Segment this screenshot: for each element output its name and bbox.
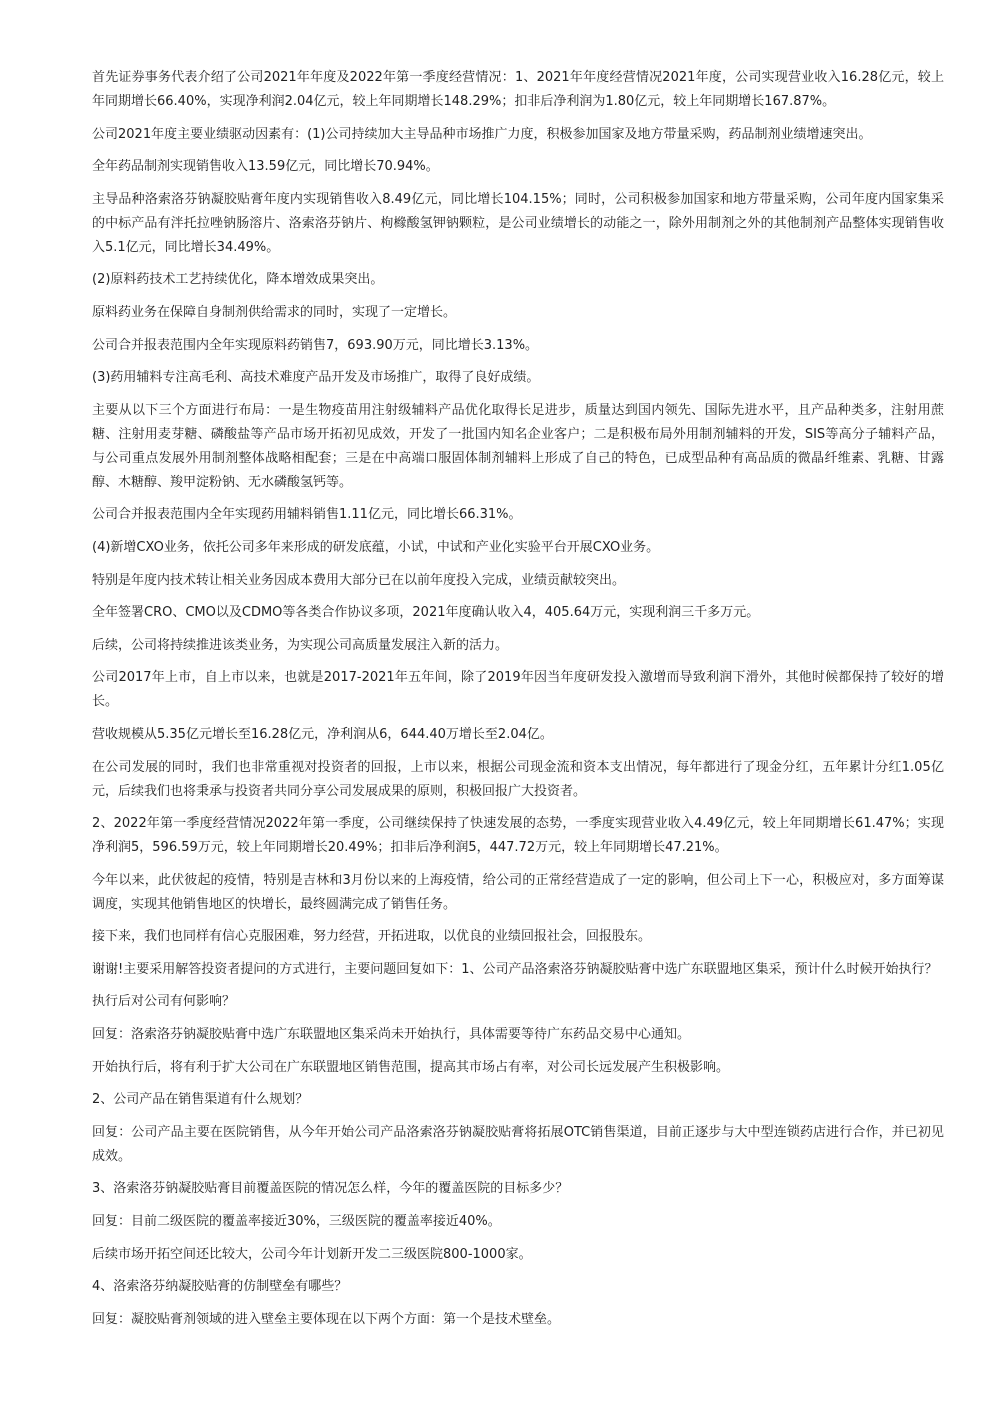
paragraph-2: 公司2021年度主要业绩驱动因素有：(1)公司持续加大主导品种市场推广力度，积极参加国家及地方带量采购，药品制剂业绩增速突出。 — [92, 126, 872, 142]
paragraph-29: 后续市场开拓空间还比较大，公司今年计划新开发二三级医院800-1000家。 — [92, 1246, 532, 1262]
paragraph-8: (3)药用辅料专注高毛利、高技术难度产品开发及市场推广，取得了良好成绩。 — [92, 370, 540, 386]
paragraph-16: 营收规模从5.35亿元增长至16.28亿元，净利润从6，644.40万增长至2.04亿。 — [92, 726, 553, 742]
paragraph-5: (2)原料药技术工艺持续优化，降本增效成果突出。 — [92, 272, 384, 288]
paragraph-1: 首先证券事务代表介绍了公司2021年年度及2022年第一季度经营情况：1、2021年年度经营情况2021年度，公司实现营业收入16.28亿元，较上年同期增长66.40%，实现净利润2.04亿元，较上年同期增长148.29%；扣非后净利润为1.80亿元，较上年同期增长167.87%。 — [92, 70, 944, 109]
paragraph-13: 全年签署CRO、CMO以及CDMO等各类合作协议多项，2021年度确认收入4，405.64万元，实现利润三千多万元。 — [92, 605, 760, 621]
paragraph-31: 回复：凝胶贴膏剂领域的进入壁垒主要体现在以下两个方面：第一个是技术壁垒。 — [92, 1311, 561, 1327]
paragraph-21: 谢谢!主要采用解答投资者提问的方式进行，主要问题回复如下：1、公司产品洛索洛芬钠凝胶贴膏中选广东联盟地区集采，预计什么时候开始执行？ — [92, 961, 938, 977]
paragraph-10: 公司合并报表范围内全年实现药用辅料销售1.11亿元，同比增长66.31%。 — [92, 507, 522, 523]
paragraph-9: 主要从以下三个方面进行布局：一是生物疫苗用注射级辅料产品优化取得长足进步，质量达到国内领先、国际先进水平，且产品种类多，注射用蔗糖、注射用麦芽糖、磷酸盐等产品市场开拓初见成效，开发了一批国内知名企业客户；二是积极布局外用制剂辅料的开发，SIS等高分子辅料产品，与公司重点发展外用制剂整体战略相配套；三是在中高端口服固体制剂辅料上形成了自己的特色，已成型品种有高品质的微晶纤维素、乳糖、甘露醇、木糖醇、羧甲淀粉钠、无水磷酸氢钙等。 — [92, 402, 944, 490]
paragraph-4: 主导品种洛索洛芬钠凝胶贴膏年度内实现销售收入8.49亿元，同比增长104.15%；同时，公司积极参加国家和地方带量采购，公司年度内国家集采的中标产品有泮托拉唑钠肠溶片、洛索洛芬钠片、枸橼酸氢钾钠颗粒，是公司业绩增长的动能之一，除外用制剂之外的其他制剂产品整体实现销售收入5.1亿元，同比增长34.49%。 — [92, 191, 944, 255]
paragraph-24: 开始执行后，将有利于扩大公司在广东联盟地区销售范围，提高其市场占有率，对公司长远发展产生积极影响。 — [92, 1059, 730, 1075]
paragraph-12: 特别是年度内技术转让相关业务因成本费用大部分已在以前年度投入完成，业绩贡献较突出。 — [92, 572, 626, 588]
paragraph-15: 公司2017年上市，自上市以来，也就是2017-2021年五年间，除了2019年因当年度研发投入激增而导致利润下滑外，其他时候都保持了较好的增长。 — [92, 670, 944, 710]
paragraph-14: 后续，公司将持续推进该类业务，为实现公司高质量发展注入新的活力。 — [92, 637, 509, 653]
paragraph-17: 在公司发展的同时，我们也非常重视对投资者的回报，上市以来，根据公司现金流和资本支出情况，每年都进行了现金分红，五年累计分红1.05亿元，后续我们也将秉承与投资者共同分享公司发展成果的原则，积极回报广大投资者。 — [92, 759, 944, 799]
paragraph-30: 4、洛索洛芬纳凝胶贴膏的仿制壁垒有哪些？ — [92, 1279, 348, 1295]
paragraph-20: 接下来，我们也同样有信心克服困难，努力经营，开拓进取，以优良的业绩回报社会，回报股东。 — [92, 929, 652, 945]
paragraph-7: 公司合并报表范围内全年实现原料药销售7，693.90万元，同比增长3.13%。 — [92, 337, 539, 353]
paragraph-18: 2、2022年第一季度经营情况2022年第一季度，公司继续保持了快速发展的态势，一季度实现营业收入4.49亿元，较上年同期增长61.47%；实现净利润5，596.59万元，较上年同期增长20.49%；扣非后净利润5，447.72万元，较上年同期增长47.21%。 — [92, 816, 944, 856]
paragraph-22: 执行后对公司有何影响？ — [92, 994, 236, 1010]
paragraph-26: 回复：公司产品主要在医院销售，从今年开始公司产品洛索洛芬钠凝胶贴膏将拓展OTC销售渠道，目前正逐步与大中型连锁药店进行合作，并已初见成效。 — [92, 1124, 944, 1164]
paragraph-19: 今年以来，此伏彼起的疫情，特别是吉林和3月份以来的上海疫情，给公司的正常经营造成了一定的影响，但公司上下一心，积极应对，多方面筹谋调度，实现其他销售地区的快增长，最终圆满完成了销售任务。 — [92, 872, 944, 912]
paragraph-6: 原料药业务在保障自身制剂供给需求的同时，实现了一定增长。 — [92, 304, 457, 320]
paragraph-3: 全年药品制剂实现销售收入13.59亿元，同比增长70.94%。 — [92, 159, 439, 175]
paragraph-27: 3、洛索洛芬钠凝胶贴膏目前覆盖医院的情况怎么样，今年的覆盖医院的目标多少？ — [92, 1181, 569, 1197]
paragraph-23: 回复：洛索洛芬钠凝胶贴膏中选广东联盟地区集采尚未开始执行，具体需要等待广东药品交易中心通知。 — [92, 1027, 691, 1043]
paragraph-11: (4)新增CXO业务，依托公司多年来形成的研发底蕴，小试，中试和产业化实验平台开展CXO业务。 — [92, 539, 660, 555]
paragraph-28: 回复：目前二级医院的覆盖率接近30%，三级医院的覆盖率接近40%。 — [92, 1214, 501, 1230]
document-body — [92, 66, 944, 1340]
paragraph-25: 2、公司产品在销售渠道有什么规划？ — [92, 1092, 309, 1108]
